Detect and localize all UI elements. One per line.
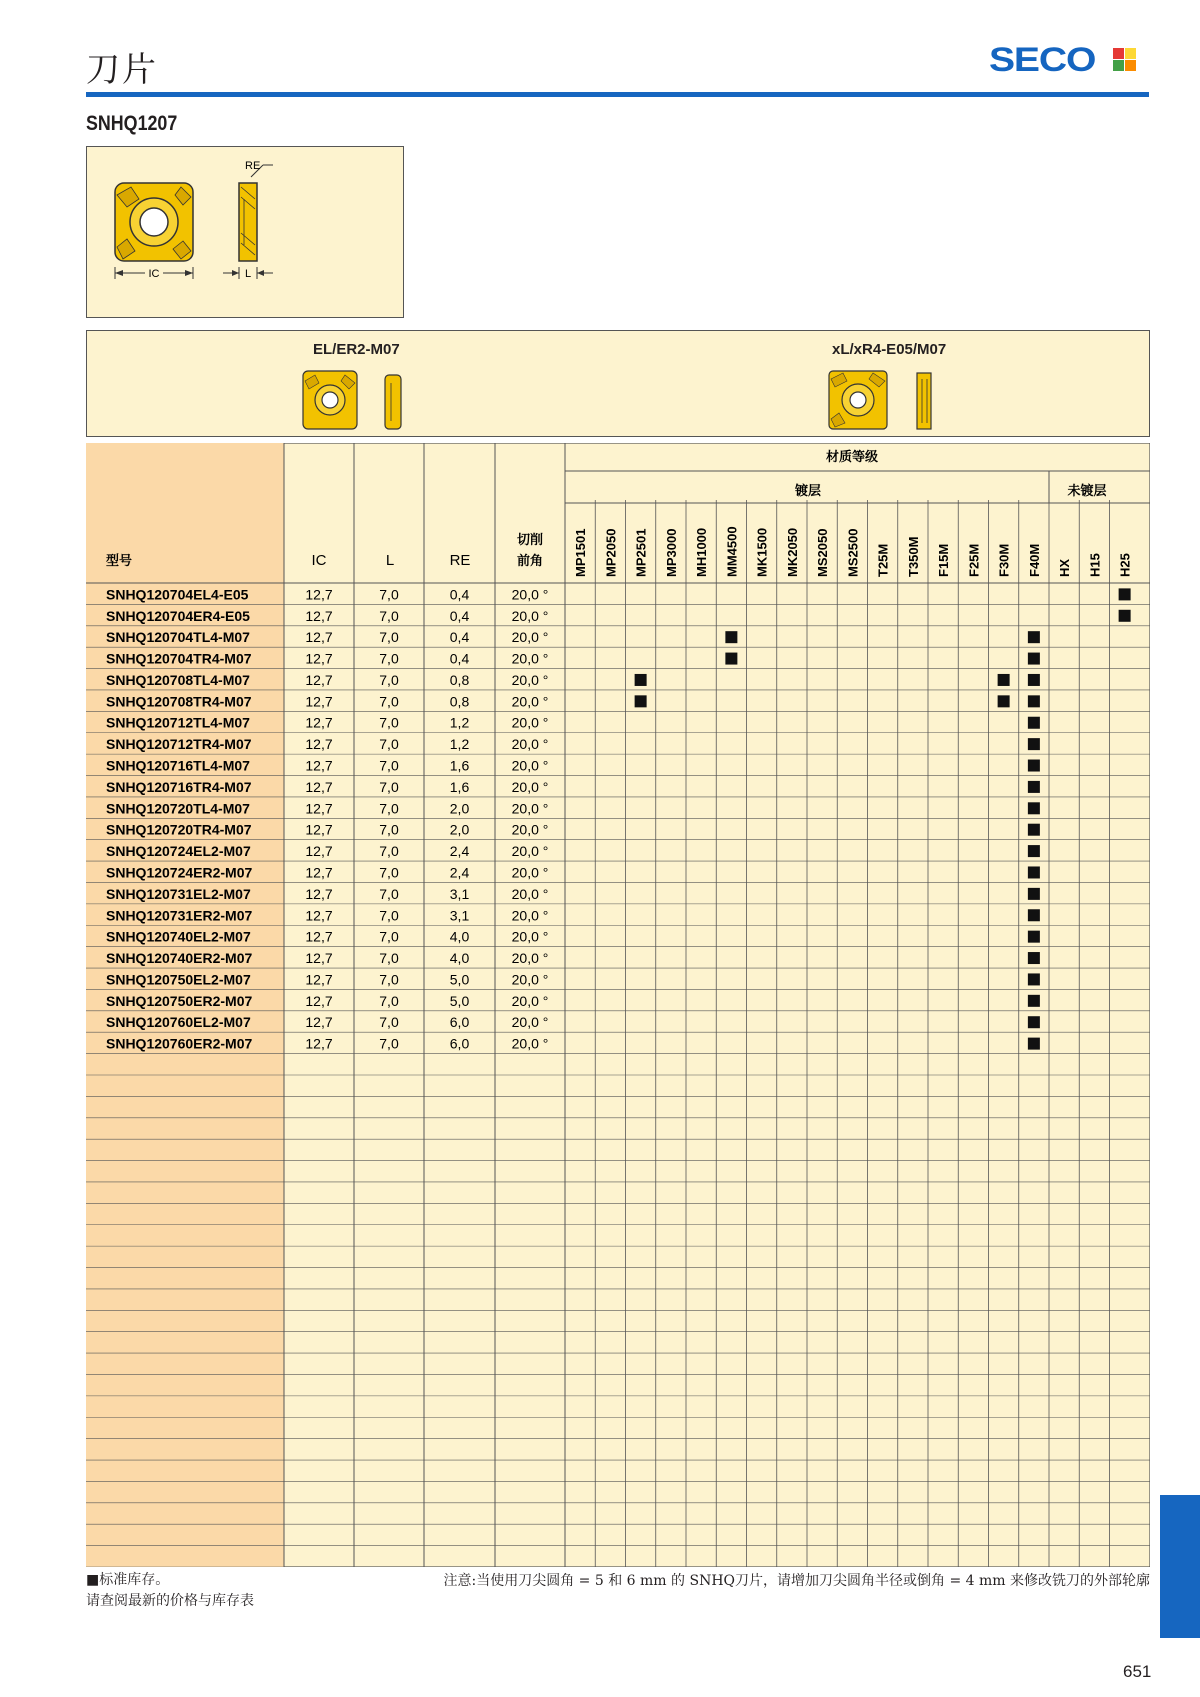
grade-header-mk1500: MK1500 bbox=[754, 527, 770, 577]
row-re: 1,2 bbox=[449, 714, 470, 731]
grade-header-mm4500: MM4500 bbox=[724, 526, 740, 577]
stock-marker-f40m bbox=[1028, 931, 1040, 943]
seco-logo bbox=[989, 41, 1149, 79]
row-model: SNHQ120724EL2-M07 bbox=[106, 843, 251, 860]
row-rake: 20,0 ° bbox=[511, 864, 549, 881]
logo-square-orange-icon bbox=[1125, 60, 1136, 71]
row-re: 6,0 bbox=[449, 1014, 470, 1031]
grade-header-ms2500: MS2500 bbox=[845, 528, 861, 577]
row-re: 3,1 bbox=[449, 907, 470, 924]
row-model: SNHQ120704EL4-E05 bbox=[106, 586, 249, 603]
row-rake: 20,0 ° bbox=[511, 607, 549, 624]
grade-header-mp2501: MP2501 bbox=[633, 528, 649, 577]
row-l: 7,0 bbox=[379, 843, 399, 860]
row-re: 1,6 bbox=[449, 778, 470, 795]
stock-marker-f40m bbox=[1028, 631, 1040, 643]
insert-table-grid bbox=[86, 443, 1150, 1567]
insert-drawing bbox=[87, 147, 405, 319]
row-re: 5,0 bbox=[449, 992, 470, 1009]
page-number: 651 bbox=[1123, 1662, 1152, 1681]
row-model: SNHQ120712TR4-M07 bbox=[106, 736, 252, 753]
row-rake: 20,0 ° bbox=[511, 950, 549, 967]
row-l: 7,0 bbox=[379, 800, 399, 817]
grade-header-f15m: F15M bbox=[936, 543, 952, 577]
row-rake: 20,0 ° bbox=[511, 1014, 549, 1031]
row-ic: 12,7 bbox=[305, 586, 333, 603]
row-l: 7,0 bbox=[379, 928, 399, 945]
grade-header-h25: H25 bbox=[1117, 553, 1133, 577]
stock-marker-f30m bbox=[998, 674, 1010, 686]
row-rake: 20,0 ° bbox=[511, 992, 549, 1009]
header-ic: IC bbox=[311, 552, 327, 569]
row-re: 3,1 bbox=[449, 885, 470, 902]
row-rake: 20,0 ° bbox=[511, 693, 549, 710]
row-ic: 12,7 bbox=[305, 885, 333, 902]
insert-table bbox=[86, 443, 1150, 1567]
diagram-label-ic: IC bbox=[148, 268, 160, 280]
header-grades: 材质等级 bbox=[825, 449, 879, 464]
row-ic: 12,7 bbox=[305, 1014, 333, 1031]
row-model: SNHQ120704ER4-E05 bbox=[106, 607, 250, 624]
row-model: SNHQ120760ER2-M07 bbox=[106, 1035, 253, 1052]
stock-marker-mm4500 bbox=[725, 631, 737, 643]
row-ic: 12,7 bbox=[305, 1035, 333, 1052]
stock-marker-f40m bbox=[1028, 845, 1040, 857]
stock-marker-f40m bbox=[1028, 973, 1040, 985]
row-re: 1,2 bbox=[449, 736, 470, 753]
row-rake: 20,0 ° bbox=[511, 821, 549, 838]
row-rake: 20,0 ° bbox=[511, 885, 549, 902]
row-l: 7,0 bbox=[379, 650, 399, 667]
stock-marker-f40m bbox=[1028, 1038, 1040, 1050]
stock-marker-mp2501 bbox=[635, 674, 647, 686]
row-model: SNHQ120740ER2-M07 bbox=[106, 950, 253, 967]
insert-diagram bbox=[86, 146, 404, 318]
row-ic: 12,7 bbox=[305, 671, 333, 688]
stock-marker-f40m bbox=[1028, 952, 1040, 964]
stock-marker-f40m bbox=[1028, 760, 1040, 772]
grade-header-hx: HX bbox=[1057, 558, 1073, 577]
geometry-xl-xr4-icon bbox=[827, 369, 937, 433]
row-re: 0,4 bbox=[449, 629, 470, 646]
grade-header-mk2050: MK2050 bbox=[784, 527, 800, 577]
row-re: 5,0 bbox=[449, 971, 470, 988]
logo-square-red-icon bbox=[1113, 48, 1124, 59]
row-re: 2,0 bbox=[449, 821, 470, 838]
row-l: 7,0 bbox=[379, 864, 399, 881]
row-re: 6,0 bbox=[449, 1035, 470, 1052]
logo-square-yellow-icon bbox=[1125, 48, 1136, 59]
diagram-label-l: L bbox=[244, 268, 252, 280]
row-ic: 12,7 bbox=[305, 693, 333, 710]
row-ic: 12,7 bbox=[305, 992, 333, 1009]
row-rake: 20,0 ° bbox=[511, 928, 549, 945]
row-model: SNHQ120704TR4-M07 bbox=[106, 650, 252, 667]
header-rake-line2: 前角 bbox=[516, 553, 544, 568]
stock-marker-mp2501 bbox=[635, 695, 647, 707]
row-re: 4,0 bbox=[449, 950, 470, 967]
row-model: SNHQ120760EL2-M07 bbox=[106, 1014, 251, 1031]
row-rake: 20,0 ° bbox=[511, 586, 549, 603]
row-rake: 20,0 ° bbox=[511, 757, 549, 774]
stock-marker-f40m bbox=[1028, 866, 1040, 878]
row-model: SNHQ120712TL4-M07 bbox=[106, 714, 250, 731]
header-coated: 镀层 bbox=[794, 483, 822, 498]
stock-marker-f40m bbox=[1028, 653, 1040, 665]
header-rake-line1: 切削 bbox=[516, 532, 544, 547]
row-model: SNHQ120716TL4-M07 bbox=[106, 757, 250, 774]
row-l: 7,0 bbox=[379, 629, 399, 646]
row-re: 2,4 bbox=[449, 843, 470, 860]
stock-marker-f40m bbox=[1028, 824, 1040, 836]
row-model: SNHQ120740EL2-M07 bbox=[106, 928, 251, 945]
row-l: 7,0 bbox=[379, 693, 399, 710]
legend-stock: ■标准库存。 bbox=[86, 1572, 170, 1588]
header-uncoated: 未镀层 bbox=[1067, 483, 1107, 498]
row-ic: 12,7 bbox=[305, 757, 333, 774]
row-rake: 20,0 ° bbox=[511, 843, 549, 860]
row-l: 7,0 bbox=[379, 1035, 399, 1052]
row-rake: 20,0 ° bbox=[511, 736, 549, 753]
row-model: SNHQ120708TL4-M07 bbox=[106, 671, 250, 688]
row-ic: 12,7 bbox=[305, 843, 333, 860]
logo-text: SECO bbox=[989, 41, 1096, 79]
grade-header-f25m: F25M bbox=[966, 543, 982, 577]
stock-marker-mm4500 bbox=[725, 653, 737, 665]
row-l: 7,0 bbox=[379, 907, 399, 924]
row-model: SNHQ120708TR4-M07 bbox=[106, 693, 252, 710]
row-ic: 12,7 bbox=[305, 736, 333, 753]
row-l: 7,0 bbox=[379, 885, 399, 902]
row-l: 7,0 bbox=[379, 607, 399, 624]
row-ic: 12,7 bbox=[305, 714, 333, 731]
geometry-panel bbox=[86, 330, 1150, 437]
row-model: SNHQ120716TR4-M07 bbox=[106, 778, 252, 795]
row-ic: 12,7 bbox=[305, 971, 333, 988]
row-model: SNHQ120750ER2-M07 bbox=[106, 992, 253, 1009]
row-ic: 12,7 bbox=[305, 778, 333, 795]
stock-marker-f40m bbox=[1028, 909, 1040, 921]
stock-marker-f30m bbox=[998, 695, 1010, 707]
row-l: 7,0 bbox=[379, 757, 399, 774]
row-l: 7,0 bbox=[379, 992, 399, 1009]
row-re: 2,0 bbox=[449, 800, 470, 817]
header-rule bbox=[86, 92, 1149, 97]
grade-header-mh1000: MH1000 bbox=[694, 527, 710, 577]
geometry-el-er2-icon bbox=[301, 369, 411, 433]
row-rake: 20,0 ° bbox=[511, 778, 549, 795]
row-rake: 20,0 ° bbox=[511, 1035, 549, 1052]
page-title: 刀片 bbox=[86, 50, 158, 90]
row-ic: 12,7 bbox=[305, 650, 333, 667]
stock-marker-f40m bbox=[1028, 674, 1040, 686]
row-ic: 12,7 bbox=[305, 950, 333, 967]
header-re: RE bbox=[449, 552, 471, 569]
row-model: SNHQ120724ER2-M07 bbox=[106, 864, 253, 881]
grade-header-t25m: T25M bbox=[875, 543, 891, 577]
row-l: 7,0 bbox=[379, 1014, 399, 1031]
stock-marker-h25 bbox=[1119, 610, 1131, 622]
header-model: 型号 bbox=[106, 553, 133, 568]
row-rake: 20,0 ° bbox=[511, 650, 549, 667]
row-l: 7,0 bbox=[379, 736, 399, 753]
footer-note: 注意:当使用刀尖圆角 = 5 和 6 mm 的 SNHQ刀片，请增加刀尖圆角半径或倒角 = 4 mm 来修改铣刀的外部轮廓 bbox=[443, 1573, 1150, 1589]
row-rake: 20,0 ° bbox=[511, 907, 549, 924]
row-model: SNHQ120720TL4-M07 bbox=[106, 800, 250, 817]
row-ic: 12,7 bbox=[305, 928, 333, 945]
grade-header-mp1501: MP1501 bbox=[573, 528, 589, 577]
row-l: 7,0 bbox=[379, 971, 399, 988]
stock-marker-f40m bbox=[1028, 802, 1040, 814]
stock-marker-h25 bbox=[1119, 588, 1131, 600]
grade-header-f30m: F30M bbox=[996, 543, 1012, 577]
row-ic: 12,7 bbox=[305, 800, 333, 817]
row-rake: 20,0 ° bbox=[511, 629, 549, 646]
row-l: 7,0 bbox=[379, 671, 399, 688]
row-model: SNHQ120750EL2-M07 bbox=[106, 971, 251, 988]
row-re: 0,4 bbox=[449, 650, 470, 667]
row-model: SNHQ120704TL4-M07 bbox=[106, 629, 250, 646]
row-re: 0,4 bbox=[449, 586, 470, 603]
row-rake: 20,0 ° bbox=[511, 671, 549, 688]
row-ic: 12,7 bbox=[305, 864, 333, 881]
row-re: 0,8 bbox=[449, 671, 470, 688]
stock-marker-f40m bbox=[1028, 695, 1040, 707]
row-re: 4,0 bbox=[449, 928, 470, 945]
geometry-label-el-er2: EL/ER2-M07 bbox=[313, 341, 400, 358]
row-rake: 20,0 ° bbox=[511, 971, 549, 988]
stock-marker-f40m bbox=[1028, 995, 1040, 1007]
footer-legend bbox=[86, 1570, 254, 1612]
stock-marker-f40m bbox=[1028, 781, 1040, 793]
stock-marker-f40m bbox=[1028, 738, 1040, 750]
row-re: 2,4 bbox=[449, 864, 470, 881]
logo-square-green-icon bbox=[1113, 60, 1124, 71]
row-rake: 20,0 ° bbox=[511, 714, 549, 731]
row-re: 0,4 bbox=[449, 607, 470, 624]
header-l: L bbox=[385, 552, 395, 569]
stock-marker-f40m bbox=[1028, 1016, 1040, 1028]
row-l: 7,0 bbox=[379, 950, 399, 967]
grade-header-ms2050: MS2050 bbox=[815, 528, 831, 577]
stock-marker-f40m bbox=[1028, 717, 1040, 729]
grade-header-mp2050: MP2050 bbox=[603, 528, 619, 577]
row-model: SNHQ120731EL2-M07 bbox=[106, 885, 251, 902]
row-l: 7,0 bbox=[379, 714, 399, 731]
row-ic: 12,7 bbox=[305, 907, 333, 924]
legend-price: 请查阅最新的价格与库存表 bbox=[86, 1593, 254, 1609]
geometry-label-xl-xr4: xL/xR4-E05/M07 bbox=[832, 341, 947, 358]
grade-header-t350m: T350M bbox=[905, 536, 921, 577]
row-rake: 20,0 ° bbox=[511, 800, 549, 817]
grade-header-h15: H15 bbox=[1087, 553, 1103, 577]
product-code: SNHQ1207 bbox=[86, 112, 178, 135]
row-re: 1,6 bbox=[449, 757, 470, 774]
row-ic: 12,7 bbox=[305, 629, 333, 646]
stock-marker-f40m bbox=[1028, 888, 1040, 900]
row-re: 0,8 bbox=[449, 693, 470, 710]
diagram-label-re: RE bbox=[245, 160, 261, 172]
section-tab bbox=[1160, 1495, 1200, 1638]
row-l: 7,0 bbox=[379, 821, 399, 838]
row-model: SNHQ120720TR4-M07 bbox=[106, 821, 252, 838]
row-model: SNHQ120731ER2-M07 bbox=[106, 907, 253, 924]
row-l: 7,0 bbox=[379, 586, 399, 603]
row-ic: 12,7 bbox=[305, 607, 333, 624]
grade-header-f40m: F40M bbox=[1026, 543, 1042, 577]
row-ic: 12,7 bbox=[305, 821, 333, 838]
grade-header-mp3000: MP3000 bbox=[663, 528, 679, 577]
row-l: 7,0 bbox=[379, 778, 399, 795]
